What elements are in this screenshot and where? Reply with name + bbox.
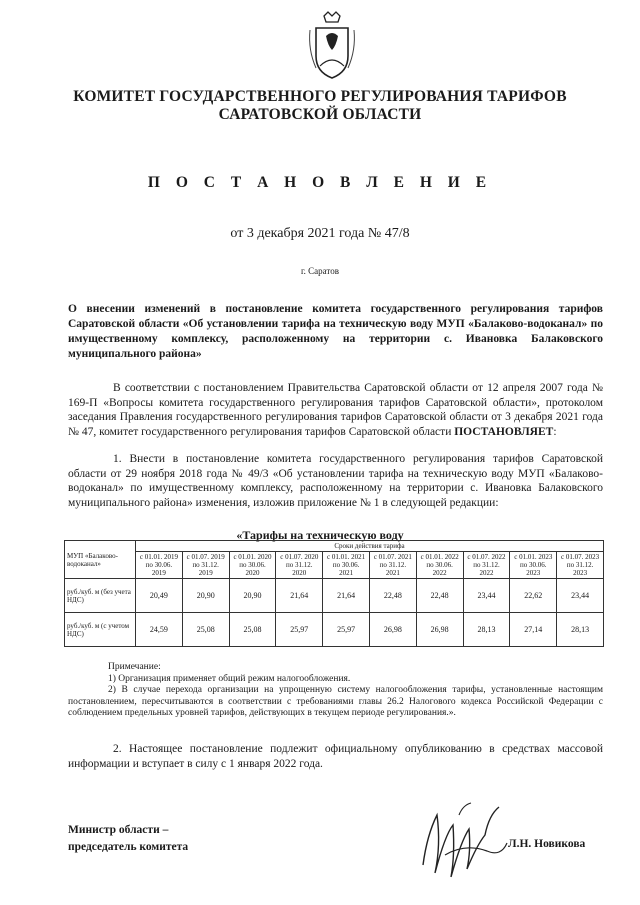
period-cell: с 01.07. 2019 по 31.12. 2019 — [182, 552, 229, 579]
table-row — [65, 579, 604, 613]
tariff-value-cell: 26,98 — [416, 613, 463, 647]
tariff-value-cell: 25,97 — [323, 613, 370, 647]
tariff-value-cell: 24,59 — [136, 613, 183, 647]
row-label-cell: руб./куб. м (без учета НДС) — [65, 579, 136, 613]
clause-2-paragraph: 2. Настоящее постановление подлежит официальному опубликованию в средствах массовой информации и вступает в силу с 1 января 2022 года. — [68, 743, 603, 770]
tariff-value-cell: 25,97 — [276, 613, 323, 647]
period-cell: с 01.01. 2023 по 30.06. 2023 — [510, 552, 557, 579]
signatory-name: Л.Н. Новикова — [508, 838, 586, 850]
signatory-role — [68, 822, 268, 856]
resolves-keyword: ПОСТАНОВЛЯЕТ — [454, 425, 554, 438]
signatory-role-line1: Министр области – — [68, 824, 169, 836]
handwritten-signature-icon — [415, 795, 515, 885]
table-row — [65, 613, 604, 647]
period-cell: с 01.01. 2022 по 30.06. 2022 — [416, 552, 463, 579]
table-title: «Тарифы на техническую воду — [236, 528, 404, 542]
period-cell: с 01.07. 2022 по 31.12. 2022 — [463, 552, 510, 579]
tariff-value-cell: 22,48 — [416, 579, 463, 613]
document-subject: О внесении изменений в постановление комитета государственного регулирования тарифов Саратовской области «Об установлении тарифа на техническую воду МУП «Балаково-водоканал» по имущественному комплексу, расположенному на территории с. Ивановка Балаковского муниципального района» — [68, 303, 603, 360]
period-cell: с 01.01. 2020 по 30.06. 2020 — [229, 552, 276, 579]
note-1: 1) Организация применяет общий режим налогообложения. — [108, 673, 351, 684]
tariff-value-cell: 21,64 — [323, 579, 370, 613]
period-cell: с 01.01. 2019 по 30.06. 2019 — [136, 552, 183, 579]
row-label-cell: руб./куб. м (с учетом НДС) — [65, 613, 136, 647]
coat-of-arms-icon — [306, 10, 358, 80]
tariff-value-cell: 25,08 — [229, 613, 276, 647]
tariff-value-cell: 23,44 — [463, 579, 510, 613]
table-periods-row — [65, 552, 604, 579]
document-city: г. Саратов — [301, 266, 339, 276]
organization-name: КОМИТЕТ ГОСУДАРСТВЕННОГО РЕГУЛИРОВАНИЯ ТАРИФОВ — [73, 88, 567, 105]
tariff-value-cell: 28,13 — [463, 613, 510, 647]
tariff-value-cell: 25,08 — [182, 613, 229, 647]
note-2: 2) В случае перехода организации на упрощенную систему налогообложения тарифы, установленные настоящим постановлением, пересчитываются в соответствии с требованиями главы 26.2 Налогового кодекса Российской Федерации с соблюдением предельных уровней тарифов, действующих в текущем периоде регулирования.». — [68, 685, 603, 718]
tariff-value-cell: 26,98 — [369, 613, 416, 647]
period-cell: с 01.07. 2021 по 31.12. 2021 — [369, 552, 416, 579]
table-corner-cell: МУП «Балаково-водоканал» — [65, 541, 136, 579]
document-date-number: от 3 декабря 2021 года № 47/8 — [230, 226, 410, 241]
tariff-value-cell: 27,14 — [510, 613, 557, 647]
tariff-value-cell: 20,90 — [182, 579, 229, 613]
tariff-value-cell: 21,64 — [276, 579, 323, 613]
tariff-value-cell: 20,90 — [229, 579, 276, 613]
notes-heading: Примечание: — [108, 662, 161, 672]
preamble-end: : — [553, 425, 557, 438]
preamble-paragraph — [68, 381, 603, 439]
period-cell: с 01.07. 2023 по 31.12. 2023 — [557, 552, 604, 579]
organization-region: САРАТОВСКОЙ ОБЛАСТИ — [218, 106, 422, 123]
tariff-value-cell: 28,13 — [557, 613, 604, 647]
period-cell: с 01.01. 2021 по 30.06. 2021 — [323, 552, 370, 579]
tariff-value-cell: 20,49 — [136, 579, 183, 613]
tariff-value-cell: 23,44 — [557, 579, 604, 613]
document-title: П О С Т А Н О В Л Е Н И Е — [147, 174, 493, 191]
notes-block — [68, 662, 603, 720]
period-header-cell: Сроки действия тарифа — [136, 541, 604, 552]
period-cell: с 01.07. 2020 по 31.12. 2020 — [276, 552, 323, 579]
tariff-table — [64, 540, 604, 647]
preamble-text: В соответствии с постановлением Правительства Саратовской области от 12 апреля 2007 года № 169-П «Вопросы комитета государственного регулирования тарифов Саратовской области», протоколом заседания Правления государственного регулирования тарифов Саратовской области от 3 декабря 2021 года № 47, комитет государственного регулирования тарифов Саратовской области — [68, 382, 603, 438]
table-header-row — [65, 541, 604, 552]
clause-1-paragraph: 1. Внести в постановление комитета государственного регулирования тарифов Саратовской области от 29 ноября 2018 года № 49/3 «Об установлении тарифа на техническую воду МУП «Балаково-водоканал» по имущественному комплексу, расположенному на территории с. Ивановка Балаковского муниципального района» изменения, изложив приложение № 1 в следующей редакции: — [68, 453, 603, 509]
tariff-value-cell: 22,62 — [510, 579, 557, 613]
signatory-role-line2: председатель комитета — [68, 841, 189, 853]
tariff-value-cell: 22,48 — [369, 579, 416, 613]
